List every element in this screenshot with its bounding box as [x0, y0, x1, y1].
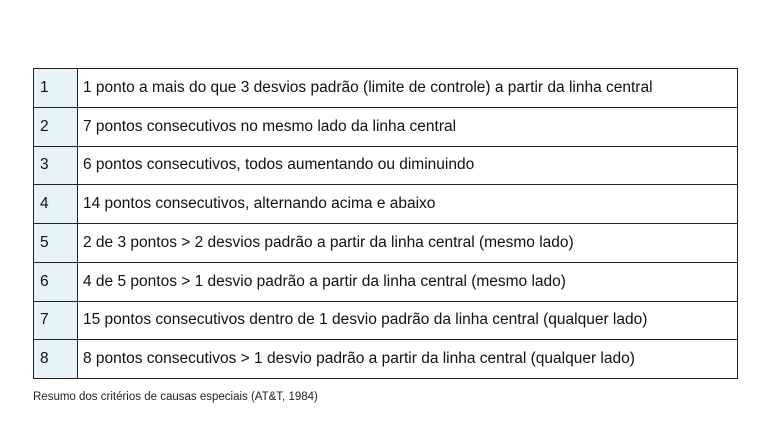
criterion-text: 8 pontos consecutivos > 1 desvio padrão a partir da linha central (qualquer lado) — [78, 340, 738, 379]
criterion-text: 7 pontos consecutivos no mesmo lado da linha central — [78, 107, 738, 146]
table-row — [34, 340, 738, 379]
criteria-table-body — [34, 69, 738, 379]
criterion-number: 4 — [34, 185, 78, 224]
criterion-text: 2 de 3 pontos > 2 desvios padrão a partir da linha central (mesmo lado) — [78, 224, 738, 263]
special-causes-table — [33, 68, 738, 379]
criterion-number: 7 — [34, 301, 78, 340]
table-row — [34, 107, 738, 146]
table-row — [34, 185, 738, 224]
table-row — [34, 146, 738, 185]
criterion-text: 14 pontos consecutivos, alternando acima e abaixo — [78, 185, 738, 224]
criterion-text: 6 pontos consecutivos, todos aumentando ou diminuindo — [78, 146, 738, 185]
criterion-number: 2 — [34, 107, 78, 146]
table-row — [34, 262, 738, 301]
criterion-text: 1 ponto a mais do que 3 desvios padrão (limite de controle) a partir da linha central — [78, 69, 738, 108]
criterion-text: 4 de 5 pontos > 1 desvio padrão a partir da linha central (mesmo lado) — [78, 262, 738, 301]
criterion-number: 6 — [34, 262, 78, 301]
criterion-number: 3 — [34, 146, 78, 185]
criterion-number: 8 — [34, 340, 78, 379]
table-caption: Resumo dos critérios de causas especiais (AT&T, 1984) — [33, 391, 318, 403]
table-row — [34, 224, 738, 263]
table-row — [34, 301, 738, 340]
criterion-number: 1 — [34, 69, 78, 108]
criterion-text: 15 pontos consecutivos dentro de 1 desvio padrão da linha central (qualquer lado) — [78, 301, 738, 340]
table-row — [34, 69, 738, 108]
criterion-number: 5 — [34, 224, 78, 263]
